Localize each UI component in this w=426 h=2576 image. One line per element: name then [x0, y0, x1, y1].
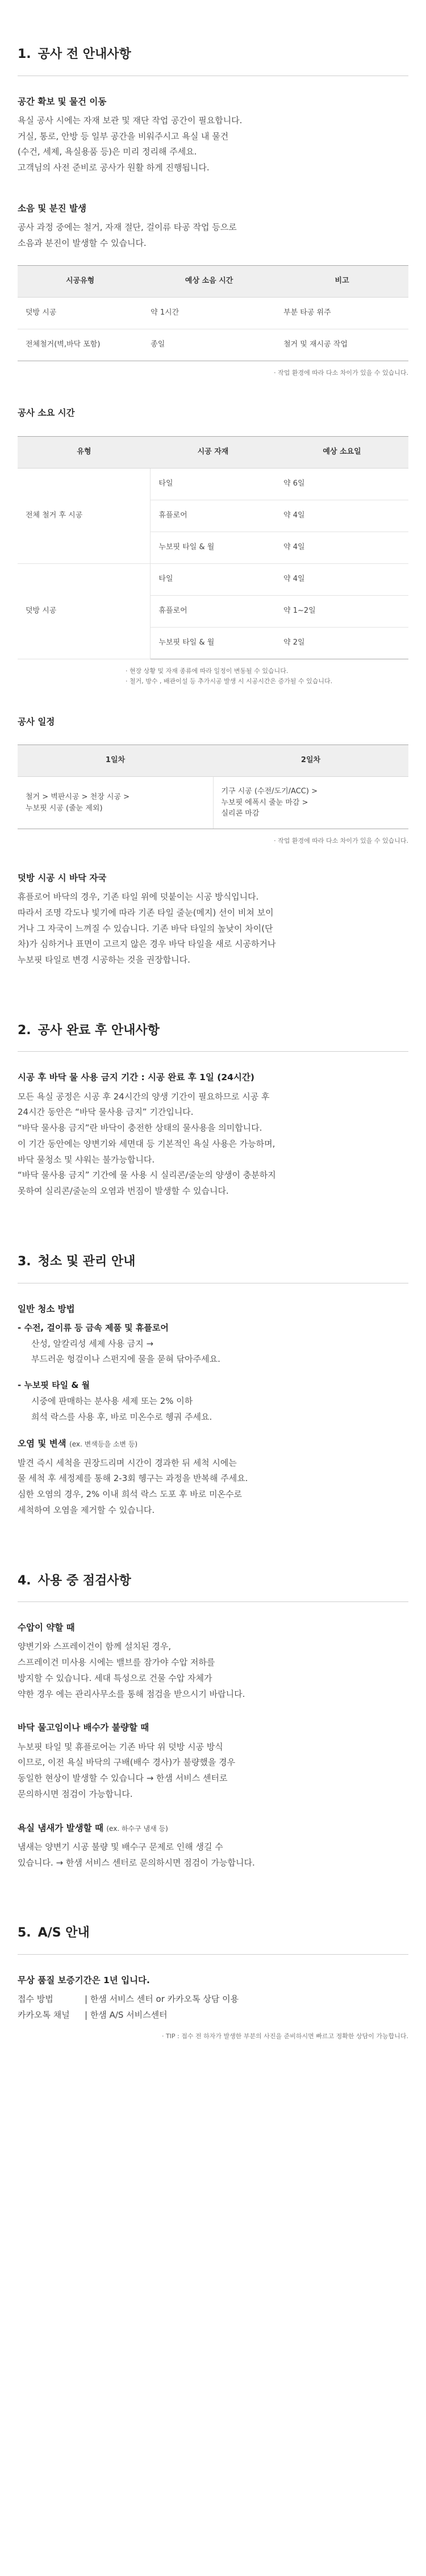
section-pre-construction — [18, 0, 408, 968]
section-cleaning — [18, 1199, 408, 1519]
section-title: 3. 청소 및 관리 안내 — [18, 1199, 408, 1283]
table-row: 휴플로어 약 4일 — [18, 500, 408, 532]
space-paragraph: 욕실 공사 시에는 자재 보관 및 재단 작업 공간이 필요합니다. 거실, 통로, 안방 등 일부 공간을 비워주시고 욕실 내 물건 (수건, 세제, 욕실용품 등)은 미리 정리해 주세요. 고객님의 사전 준비로 공사가 원활 하게 진행됩니다. — [18, 115, 243, 173]
stain-paragraph: 발견 즉시 세척을 권장드리며 시간이 경과한 뒤 세척 시에는 물 세척 후 세정제를 통해 2-3회 헹구는 과정을 반복해 주세요. 심한 오염의 경우, 2% 이내 희석 락스 도포 후 바로 미온수로 세척하여 오염을 제거할 수 있습니다. — [18, 1457, 248, 1515]
stain-heading: 오염 및 변색 (ex. 변색등을 소변 등) — [18, 1438, 138, 1449]
floor-paragraph: 휴플로어 바닥의 경우, 기존 타일 위에 덧붙이는 시공 방식입니다. 따라서 조명 각도나 빛기에 따라 기존 타일 줄눈(메지) 선이 비쳐 보이 거나 그 자국이 느껴질 수 있습니다. 기존 바닥 타일의 높낮이 차이(단 차)가 심하거나 표면이 고르지 않은 경우 바닥 타일을 새로 시공하거나 누보핏 타일로 변경 시공하는 것을 권장합니다. — [18, 892, 276, 965]
duration-table: 유형 시공 자재 예상 소요일 전체 철거 후 시공 타일 약 6일 휴플로어 약 4일 누보핏 타일 & 월 약 4일 덧방 시공 타일 약 4일 휴플로어 약 1~2일 누보핏 타일 & 월 약 2일 — [18, 436, 408, 659]
noise-heading: 소음 및 분진 발생 — [18, 203, 87, 214]
table-row: 휴플로어 약 1~2일 — [18, 595, 408, 627]
cleaning-list: - 수전, 걸이류 등 금속 제품 및 휴플로어 산성, 알칼리성 세제 사용 금지 → 부드러운 헝겊이나 스펀지에 물을 묻혀 닦아주세요. - 누보핏 타일 & 월 시중에 판매하는 분사용 세제 또는 2% 이하 희석 락스를 사용 후, 바로 미온수로 헹궈 주세요. — [18, 1322, 220, 1422]
duration-heading: 공사 소요 시간 — [18, 408, 75, 419]
odor-paragraph: 냄새는 양변기 시공 불량 및 배수구 문제로 인해 생길 수 있습니다. → 한샘 서비스 센터로 문의하시면 점검이 가능합니다. — [18, 1841, 255, 1868]
section-inspection — [18, 1519, 408, 1871]
section-after-service — [18, 1871, 408, 2042]
drainage-heading: 바닥 물고임이나 배수가 불량할 때 — [18, 1722, 149, 1733]
pressure-heading: 수압이 약할 때 — [18, 1622, 75, 1633]
section-post-construction — [18, 968, 408, 1199]
schedule-table: 1일차 2일차 철거 > 벽판시공 > 천장 시공 > 누보핏 시공 (줄눈 제외) 기구 시공 (수전/도기/ACC) > 누보핏 에폭시 줄눈 마감 > 실리콘 마감 — [18, 745, 408, 829]
day1-cell: 철거 > 벽판시공 > 천장 시공 > 누보핏 시공 (줄눈 제외) — [18, 777, 213, 829]
table-row: 전체철거(벽,바닥 포함) 종일 철거 및 재시공 작업 — [18, 329, 408, 361]
odor-heading: 욕실 냄새가 발생할 때 (ex. 하수구 냄새 등) — [18, 1822, 168, 1833]
table-row: 누보핏 타일 & 월 약 2일 — [18, 627, 408, 659]
cleaning-heading: 일반 청소 방법 — [18, 1303, 75, 1314]
table-row: 덧방 시공 약 1시간 부분 타공 위주 — [18, 297, 408, 329]
floor-heading: 덧방 시공 시 바닥 자국 — [18, 872, 107, 883]
schedule-heading: 공사 일정 — [18, 716, 55, 727]
as-row: 접수 방법 | 한샘 서비스 센터 or 카카오톡 상담 이용 — [18, 1994, 239, 2005]
table-row: 덧방 시공 타일 약 4일 — [18, 563, 408, 595]
table-row: 전체 철거 후 시공 타일 약 6일 — [18, 468, 408, 500]
as-tip: · TIP : 접수 전 하자가 발생한 부분의 사진을 준비하시면 빠르고 정확한 상담이 가능합니다. — [161, 2032, 408, 2040]
drainage-paragraph: 누보핏 타일 및 휴플로어는 기존 바닥 위 덧방 시공 방식 이므로, 이전 욕실 바닥의 구배(배수 경사)가 불량했을 경우 동일한 현상이 발생할 수 있습니다 → 한샘 서비스 센터로 문의하시면 점검이 가능합니다. — [18, 1741, 236, 1799]
pressure-paragraph: 양변기와 스프레이건이 함께 설치된 경우, 스프레이건 미사용 시에는 밸브를 잠가야 수압 저하를 방지할 수 있습니다. 세대 특성으로 건물 수압 자체가 약한 경우 에는 관리사무소를 통해 점검을 받으시기 바랍니다. — [18, 1641, 245, 1699]
section-title: 5. A/S 안내 — [18, 1871, 408, 1955]
warranty-heading: 무상 품질 보증기간은 1년 입니다. — [18, 1975, 150, 1985]
day2-cell: 기구 시공 (수전/도기/ACC) > 누보핏 에폭시 줄눈 마감 > 실리콘 마감 — [213, 777, 408, 829]
as-row: 카카오톡 채널 | 한샘 A/S 서비스센터 — [18, 2009, 168, 2020]
duration-notes: · 현장 상황 및 자재 종류에 따라 일정이 변동될 수 있습니다. · 철거, 방수 , 배관이설 등 추가시공 발생 시 시공시간은 증가될 수 있습니다. — [126, 667, 333, 685]
table-row: 누보핏 타일 & 월 약 4일 — [18, 532, 408, 563]
schedule-note: · 작업 환경에 따라 다소 차이가 있을 수 있습니다. — [274, 837, 408, 845]
noise-note: · 작업 환경에 따라 다소 차이가 있을 수 있습니다. — [274, 369, 408, 377]
space-heading: 공간 확보 및 물건 이동 — [18, 96, 107, 107]
water-ban-heading: 시공 후 바닥 물 사용 금지 기간 : 시공 완료 후 1일 (24시간) — [18, 1072, 254, 1083]
as-contact-list — [18, 1992, 408, 2023]
section-title: 1. 공사 전 안내사항 — [18, 0, 408, 76]
water-ban-paragraph: 모든 욕실 공정은 시공 후 24시간의 양생 기간이 필요하므로 시공 후 24시간 동안은 “바닥 물사용 금지” 기간입니다. “바닥 물사용 금지”란 바닥이 충전한 상태의 물사용을 의미합니다. 이 기간 동안에는 양변기와 세면대 등 기본적인 욕실 사용은 가능하며, 바닥 물청소 및 샤워는 불가능합니다. “바닥 물사용 금지” 기간에 물 사용 시 실리콘/줄눈의 양생이 충분하지 못하여 실리콘/줄눈의 오염과 번짐이 발생할 수 있습니다. — [18, 1091, 276, 1197]
section-title: 2. 공사 완료 후 안내사항 — [18, 968, 408, 1052]
section-title: 4. 사용 중 점검사항 — [18, 1519, 408, 1603]
noise-table: 시공유형 예상 소음 시간 비고 덧방 시공 약 1시간 부분 타공 위주 전체철거(벽,바닥 포함) 종일 철거 및 재시공 작업 — [18, 265, 408, 361]
table-row — [18, 777, 408, 829]
noise-paragraph: 공사 과정 중에는 철거, 자재 절단, 걸이류 타공 작업 등으로 소음과 분진이 발생할 수 있습니다. — [18, 222, 237, 248]
